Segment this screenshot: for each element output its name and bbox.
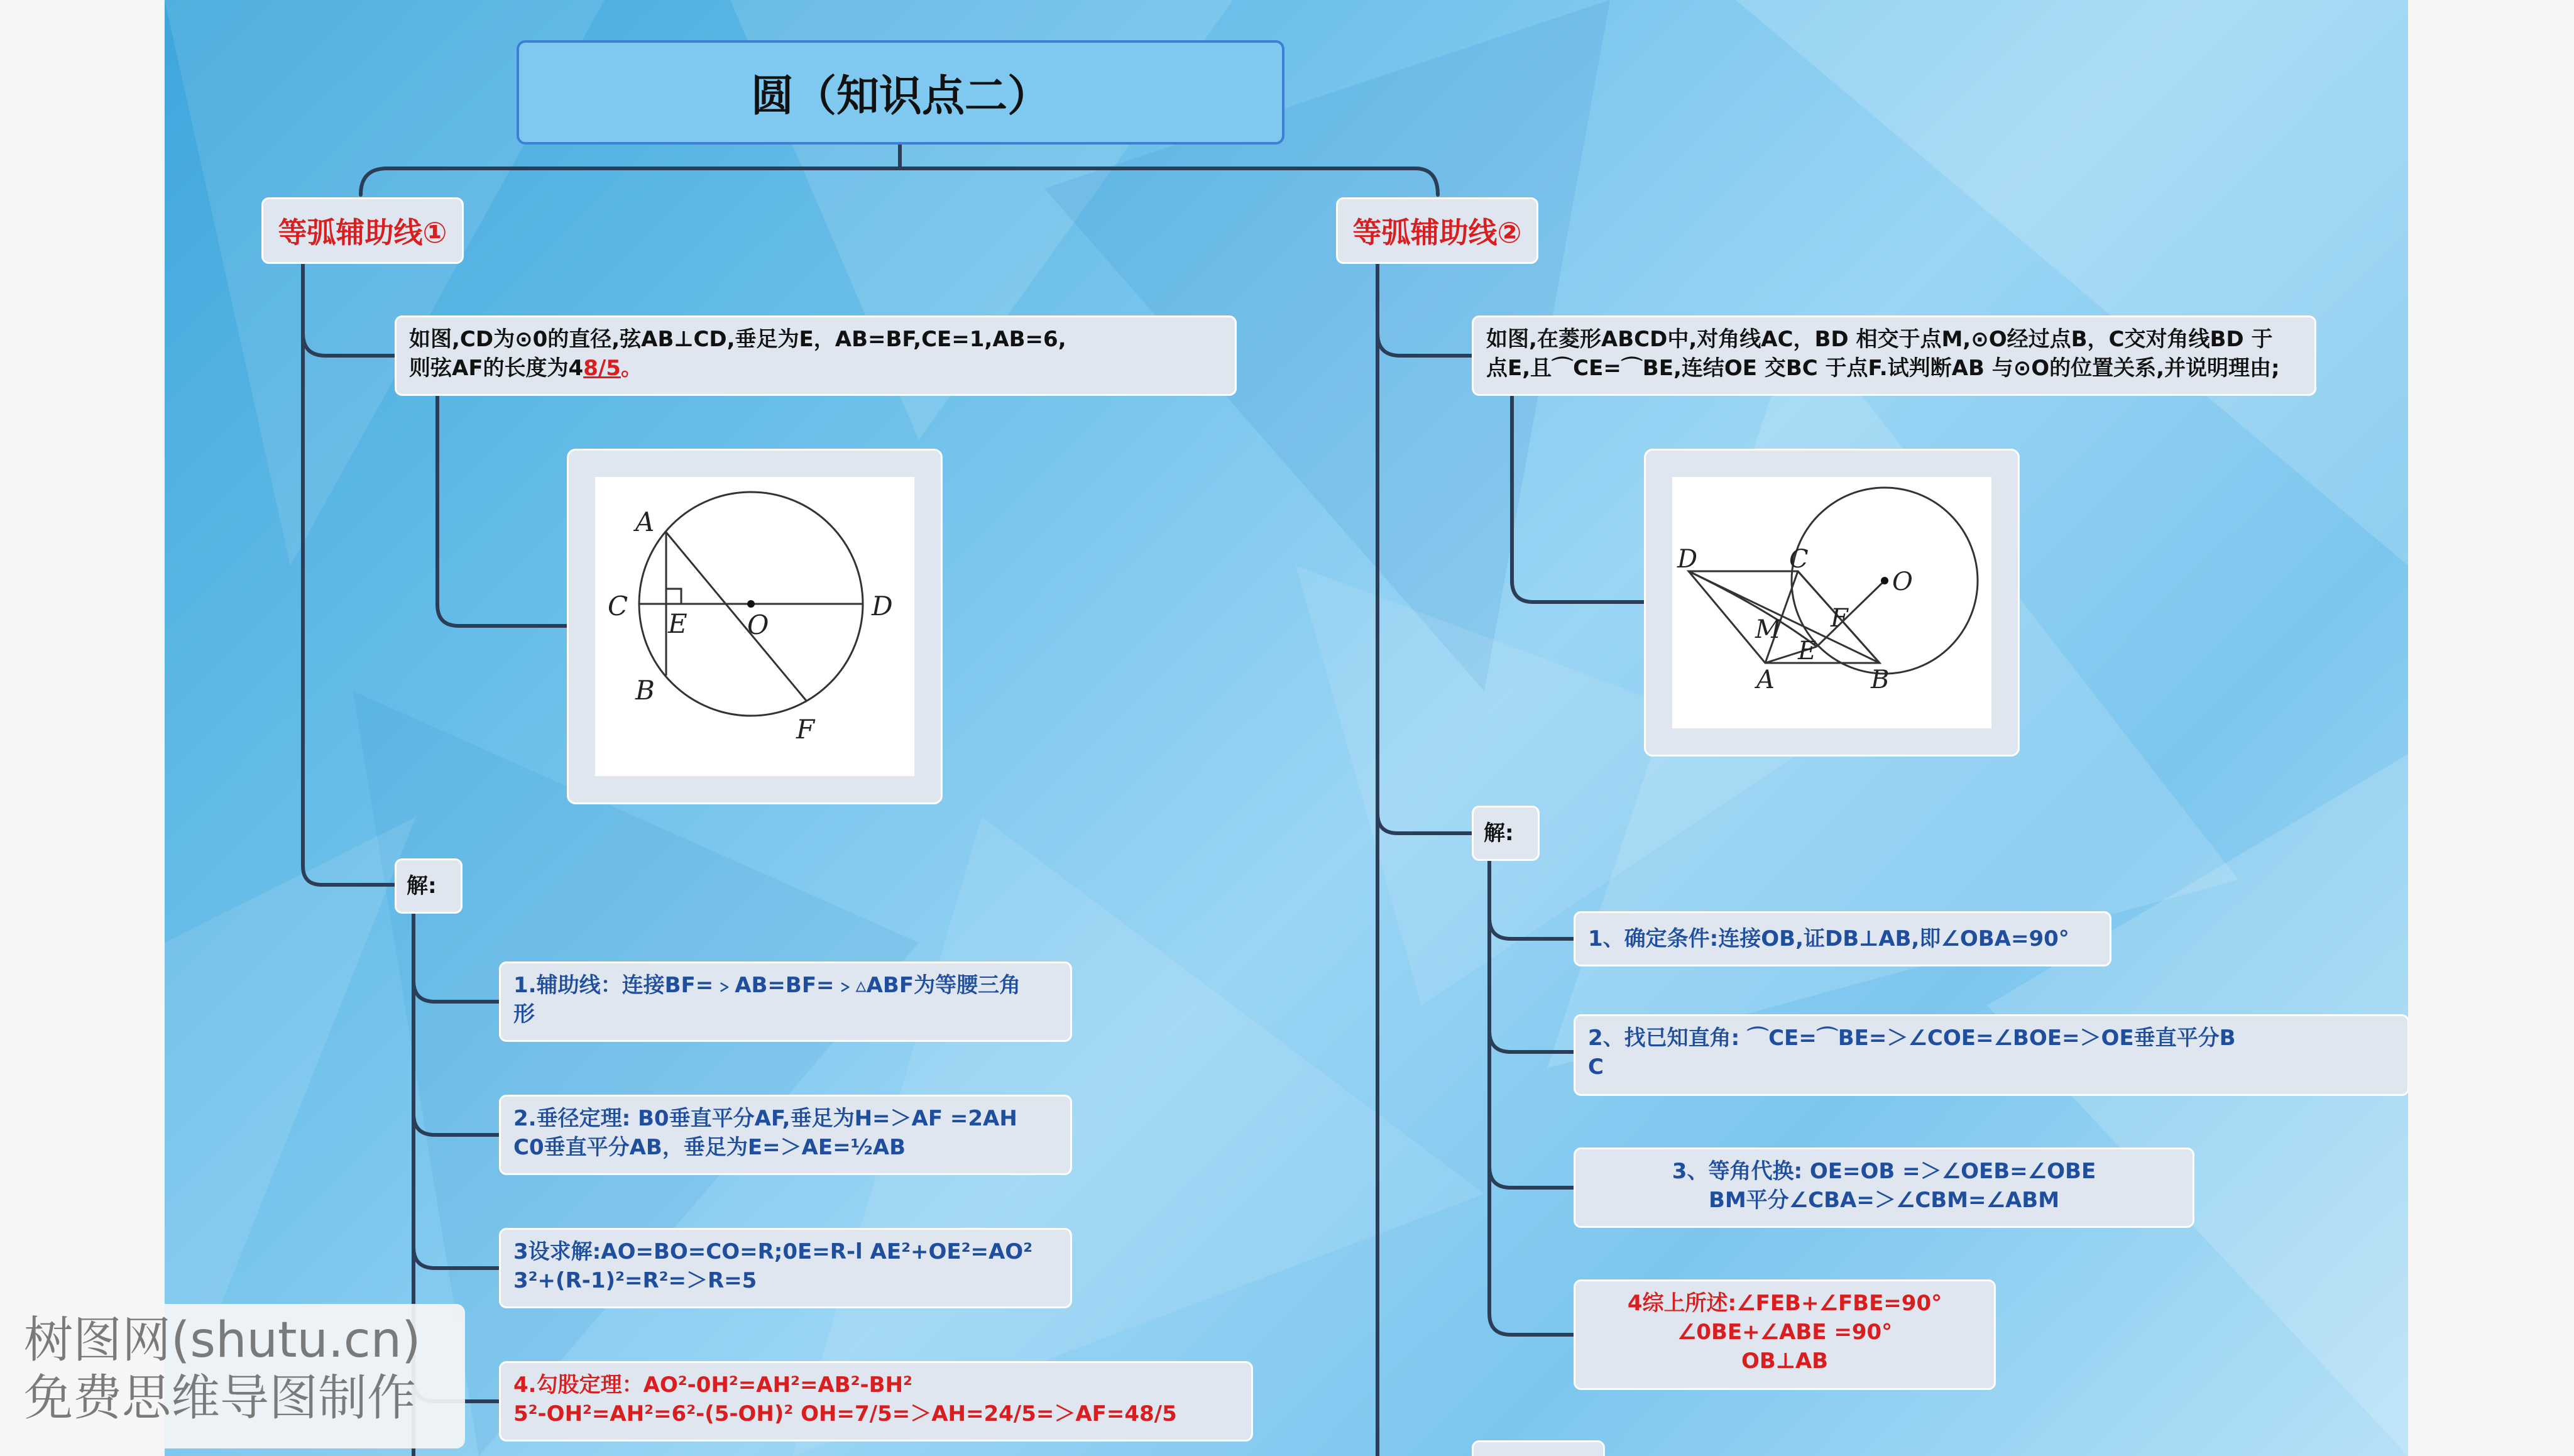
left-question-line1: 如图,CD为⊙0的直径,弦AB⊥CD,垂足为E，AB=BF,CE=1,AB=6, xyxy=(409,327,1066,352)
connector-right-solution-spine xyxy=(1489,853,1574,1335)
right-step-1-line1: 1、确定条件:连接OB,证DB⊥AB,即∠OBA=90° xyxy=(1588,926,2069,951)
left-figure-label-o: O xyxy=(747,610,769,640)
right-figure-label-a: A xyxy=(1756,665,1775,694)
right-question-line2: 点E,且⌒CE=⌒BE,连结OE 交BC 于点F.试判断AB 与⊙O的位置关系,并说明理由; xyxy=(1486,356,2280,381)
connector-right-question xyxy=(1377,333,1472,356)
connector-right-step-3 xyxy=(1489,1166,1574,1188)
left-figure-image xyxy=(595,477,914,776)
left-figure-label-d: D xyxy=(872,591,893,621)
left-figure-label-b: B xyxy=(635,675,655,706)
left-step-2[interactable] xyxy=(499,1095,1072,1175)
left-step-4-line2: 5²-OH²=AH²=6²-(5-OH)² OH=7/5=＞AH=24/5=＞AF=48/5 xyxy=(513,1401,1177,1426)
left-figure-label-f: F xyxy=(796,714,815,745)
left-question-suffix: 。 xyxy=(620,356,642,381)
left-step-3-line2: 3²+(R-1)²=R²=＞R=5 xyxy=(513,1268,757,1293)
mindmap-canvas xyxy=(165,0,2408,1456)
left-figure-label-e: E xyxy=(668,608,687,639)
left-circle-figure xyxy=(595,477,914,747)
branch-left[interactable] xyxy=(261,197,464,264)
right-step-4-line2: ∠0BE+∠ABE =90° xyxy=(1677,1320,1893,1345)
right-figure-label-b: B xyxy=(1871,665,1890,694)
right-figure-label-m: M xyxy=(1755,615,1781,644)
left-question-node[interactable] xyxy=(395,315,1237,396)
left-figure-node[interactable] xyxy=(567,449,943,804)
left-step-1-line2: 形 xyxy=(513,1002,535,1027)
connector-left-step-1 xyxy=(413,980,499,1002)
watermark-line1: 树图网(shutu.cn) xyxy=(24,1312,421,1369)
left-question-prefix: 则弦AF的长度为4 xyxy=(409,356,584,381)
right-next-node-partial[interactable] xyxy=(1472,1440,1605,1456)
branch-left-label: 等弧辅助线① xyxy=(278,216,447,249)
left-figure-label-c: C xyxy=(608,591,628,621)
right-step-3[interactable] xyxy=(1574,1147,2194,1228)
right-figure-image xyxy=(1672,477,1991,728)
right-figure-label-e: E xyxy=(1798,637,1817,665)
left-step-1-line1: 1.辅助线：连接BF=﹥AB=BF=﹥▵ABF为等腰三角 xyxy=(513,973,1021,998)
left-question-answer: 8/5 xyxy=(583,356,621,381)
right-step-2[interactable] xyxy=(1574,1014,2408,1096)
right-step-3-line2: BM平分∠CBA=＞∠CBM=∠ABM xyxy=(1708,1188,2060,1213)
right-step-4[interactable] xyxy=(1574,1279,1996,1390)
right-step-4-line1: 4综上所述:∠FEB+∠FBE=90° xyxy=(1627,1291,1942,1316)
left-step-1[interactable] xyxy=(499,961,1072,1042)
right-question-line1: 如图,在菱形ABCD中,对角线AC，BD 相交于点M,⊙O经过点B，C交对角线BD 于 xyxy=(1486,327,2273,352)
right-step-1[interactable] xyxy=(1574,911,2111,966)
right-solution-node[interactable] xyxy=(1472,806,1540,861)
left-solution-label: 解: xyxy=(407,873,437,899)
left-solution-node[interactable] xyxy=(395,858,463,914)
watermark-line2: 免费思维导图制作 xyxy=(24,1370,417,1426)
right-figure-label-o: O xyxy=(1892,567,1913,596)
right-rhombus-figure xyxy=(1672,477,1991,699)
branch-right-label: 等弧辅助线② xyxy=(1352,216,1522,249)
watermark xyxy=(4,1304,465,1448)
branch-right[interactable] xyxy=(1336,197,1538,264)
connector-right-figure xyxy=(1512,396,1644,602)
left-figure-label-a: A xyxy=(635,506,655,537)
right-figure-label-c: C xyxy=(1789,545,1809,574)
right-step-4-line3: OB⊥AB xyxy=(1741,1349,1829,1374)
right-step-2-line2: C xyxy=(1588,1054,1604,1080)
left-step-3-line1: 3设求解:AO=BO=CO=R;0E=R-l AE²+OE²=AO² xyxy=(513,1239,1033,1264)
mindmap-title[interactable] xyxy=(517,40,1284,145)
connector-left-question xyxy=(303,333,395,356)
connector-right-step-1 xyxy=(1489,917,1574,939)
right-question-node[interactable] xyxy=(1472,315,2316,396)
connector-left-step-3 xyxy=(413,1247,499,1268)
left-step-2-line2: C0垂直平分AB，垂足为E=＞AE=½AB xyxy=(513,1135,906,1160)
right-figure-label-f: F xyxy=(1831,604,1848,633)
left-step-2-line1: 2.垂径定理: B0垂直平分AF,垂足为H=＞AF =2AH xyxy=(513,1106,1017,1131)
right-figure-label-d: D xyxy=(1677,545,1698,574)
connector-left-step-2 xyxy=(413,1114,499,1135)
left-step-3[interactable] xyxy=(499,1228,1072,1308)
connector-right-step-2 xyxy=(1489,1031,1574,1052)
right-solution-label: 解: xyxy=(1484,821,1514,846)
connector-right-solution xyxy=(1377,813,1472,833)
right-step-3-line1: 3、等角代换: OE=OB =＞∠OEB=∠OBE xyxy=(1672,1159,2096,1184)
title-text: 圆（知识点二） xyxy=(750,71,1050,121)
connector-left-figure xyxy=(437,396,567,626)
left-step-4[interactable] xyxy=(499,1361,1253,1442)
left-step-4-line1: 4.勾股定理：AO²-0H²=AH²=AB²-BH² xyxy=(513,1372,912,1398)
right-step-2-line1: 2、找已知直角: ⌒CE=⌒BE=＞∠COE=∠BOE=＞OE垂直平分B xyxy=(1588,1026,2236,1051)
connector-title-branches xyxy=(361,168,1438,195)
left-question-line2 xyxy=(409,354,1222,383)
right-figure-node[interactable] xyxy=(1644,449,2020,757)
